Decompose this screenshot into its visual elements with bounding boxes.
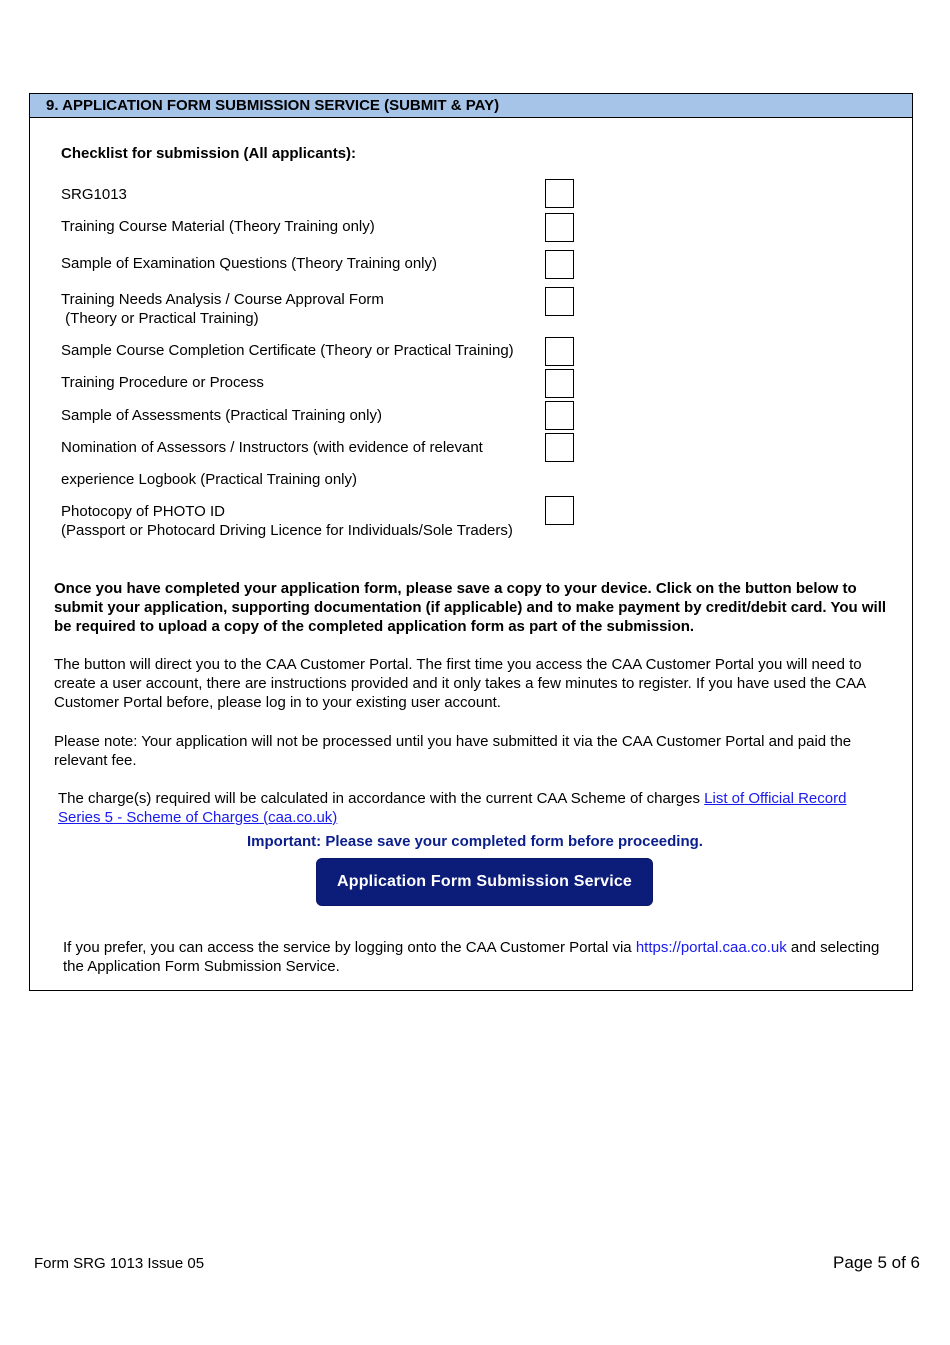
charges-paragraph xyxy=(58,789,888,827)
instructions-paragraph: Once you have completed your application form, please save a copy to your device. Click on the button below to submit your application, supporting documentation (if applicable) and to make payment by credit/debit card. You will be required to upload a copy of the completed application form as part of the submission. xyxy=(54,580,887,635)
checklist-item-line2: (Passport or Photocard Driving Licence for Individuals/Sole Traders) xyxy=(61,522,513,539)
checkbox-course-material[interactable] xyxy=(545,213,574,242)
checkbox-training-procedure[interactable] xyxy=(545,369,574,398)
checklist-item-line1: Training Needs Analysis / Course Approval Form xyxy=(61,291,384,308)
checklist-item-label xyxy=(61,502,513,540)
checklist-item-label: Sample of Assessments (Practical Training only) xyxy=(61,407,382,424)
prefer-text-end: and selecting the Application Form Submission Service. xyxy=(63,939,880,975)
checklist-item-line1: Photocopy of PHOTO ID xyxy=(61,503,225,520)
checkbox-assessors[interactable] xyxy=(545,433,574,462)
checklist-item-label: Training Procedure or Process xyxy=(61,374,264,391)
checkbox-exam-questions[interactable] xyxy=(545,250,574,279)
checkbox-completion-certificate[interactable] xyxy=(545,337,574,366)
checkbox-training-needs[interactable] xyxy=(545,287,574,316)
section-header xyxy=(29,93,913,118)
checkbox-photo-id[interactable] xyxy=(545,496,574,525)
submission-service-button[interactable]: Application Form Submission Service xyxy=(316,858,653,906)
checklist-item-label: Nomination of Assessors / Instructors (with evidence of relevant xyxy=(61,439,483,456)
note-paragraph: Please note: Your application will not be processed until you have submitted it via the CAA Customer Portal and paid the relevant fee. xyxy=(54,733,852,769)
charges-text: The charge(s) required will be calculated in accordance with the current CAA Scheme of charges xyxy=(58,790,705,807)
prefer-text: If you prefer, you can access the service by logging onto the CAA Customer Portal via xyxy=(63,939,636,956)
checklist-title: Checklist for submission (All applicants): xyxy=(61,145,357,162)
checklist-item-label: experience Logbook (Practical Training only) xyxy=(61,471,357,488)
checklist-item-label: Training Course Material (Theory Training only) xyxy=(61,218,375,235)
checkbox-assessments[interactable] xyxy=(545,401,574,430)
checklist-item-label: Sample Course Completion Certificate (Theory or Practical Training) xyxy=(61,342,514,359)
checklist-item-label xyxy=(61,290,384,328)
important-notice: Important: Please save your completed form before proceeding. xyxy=(247,833,703,850)
page-number: Page 5 of 6 xyxy=(833,1253,920,1272)
scheme-of-charges-link[interactable]: List of Official Record Series 5 - Scheme of Charges (caa.co.uk) xyxy=(58,790,847,826)
form-id: Form SRG 1013 Issue 05 xyxy=(34,1255,205,1272)
checkbox-srg1013[interactable] xyxy=(545,179,574,208)
checklist-item-label: SRG1013 xyxy=(61,186,127,203)
checklist-item-line2: (Theory or Practical Training) xyxy=(61,310,259,327)
checklist-item-label: Sample of Examination Questions (Theory Training only) xyxy=(61,255,438,272)
portal-info-paragraph: The button will direct you to the CAA Customer Portal. The first time you access the CAA Customer Portal you will need to create a user account, there are instructions provided and it only takes a few minutes to register. If you have used the CAA Customer Portal before, please log in to your existing user account. xyxy=(54,656,866,711)
portal-link[interactable]: https://portal.caa.co.uk xyxy=(635,939,787,956)
section-title: 9. APPLICATION FORM SUBMISSION SERVICE (SUBMIT & PAY) xyxy=(46,97,500,114)
prefer-paragraph xyxy=(63,938,883,976)
